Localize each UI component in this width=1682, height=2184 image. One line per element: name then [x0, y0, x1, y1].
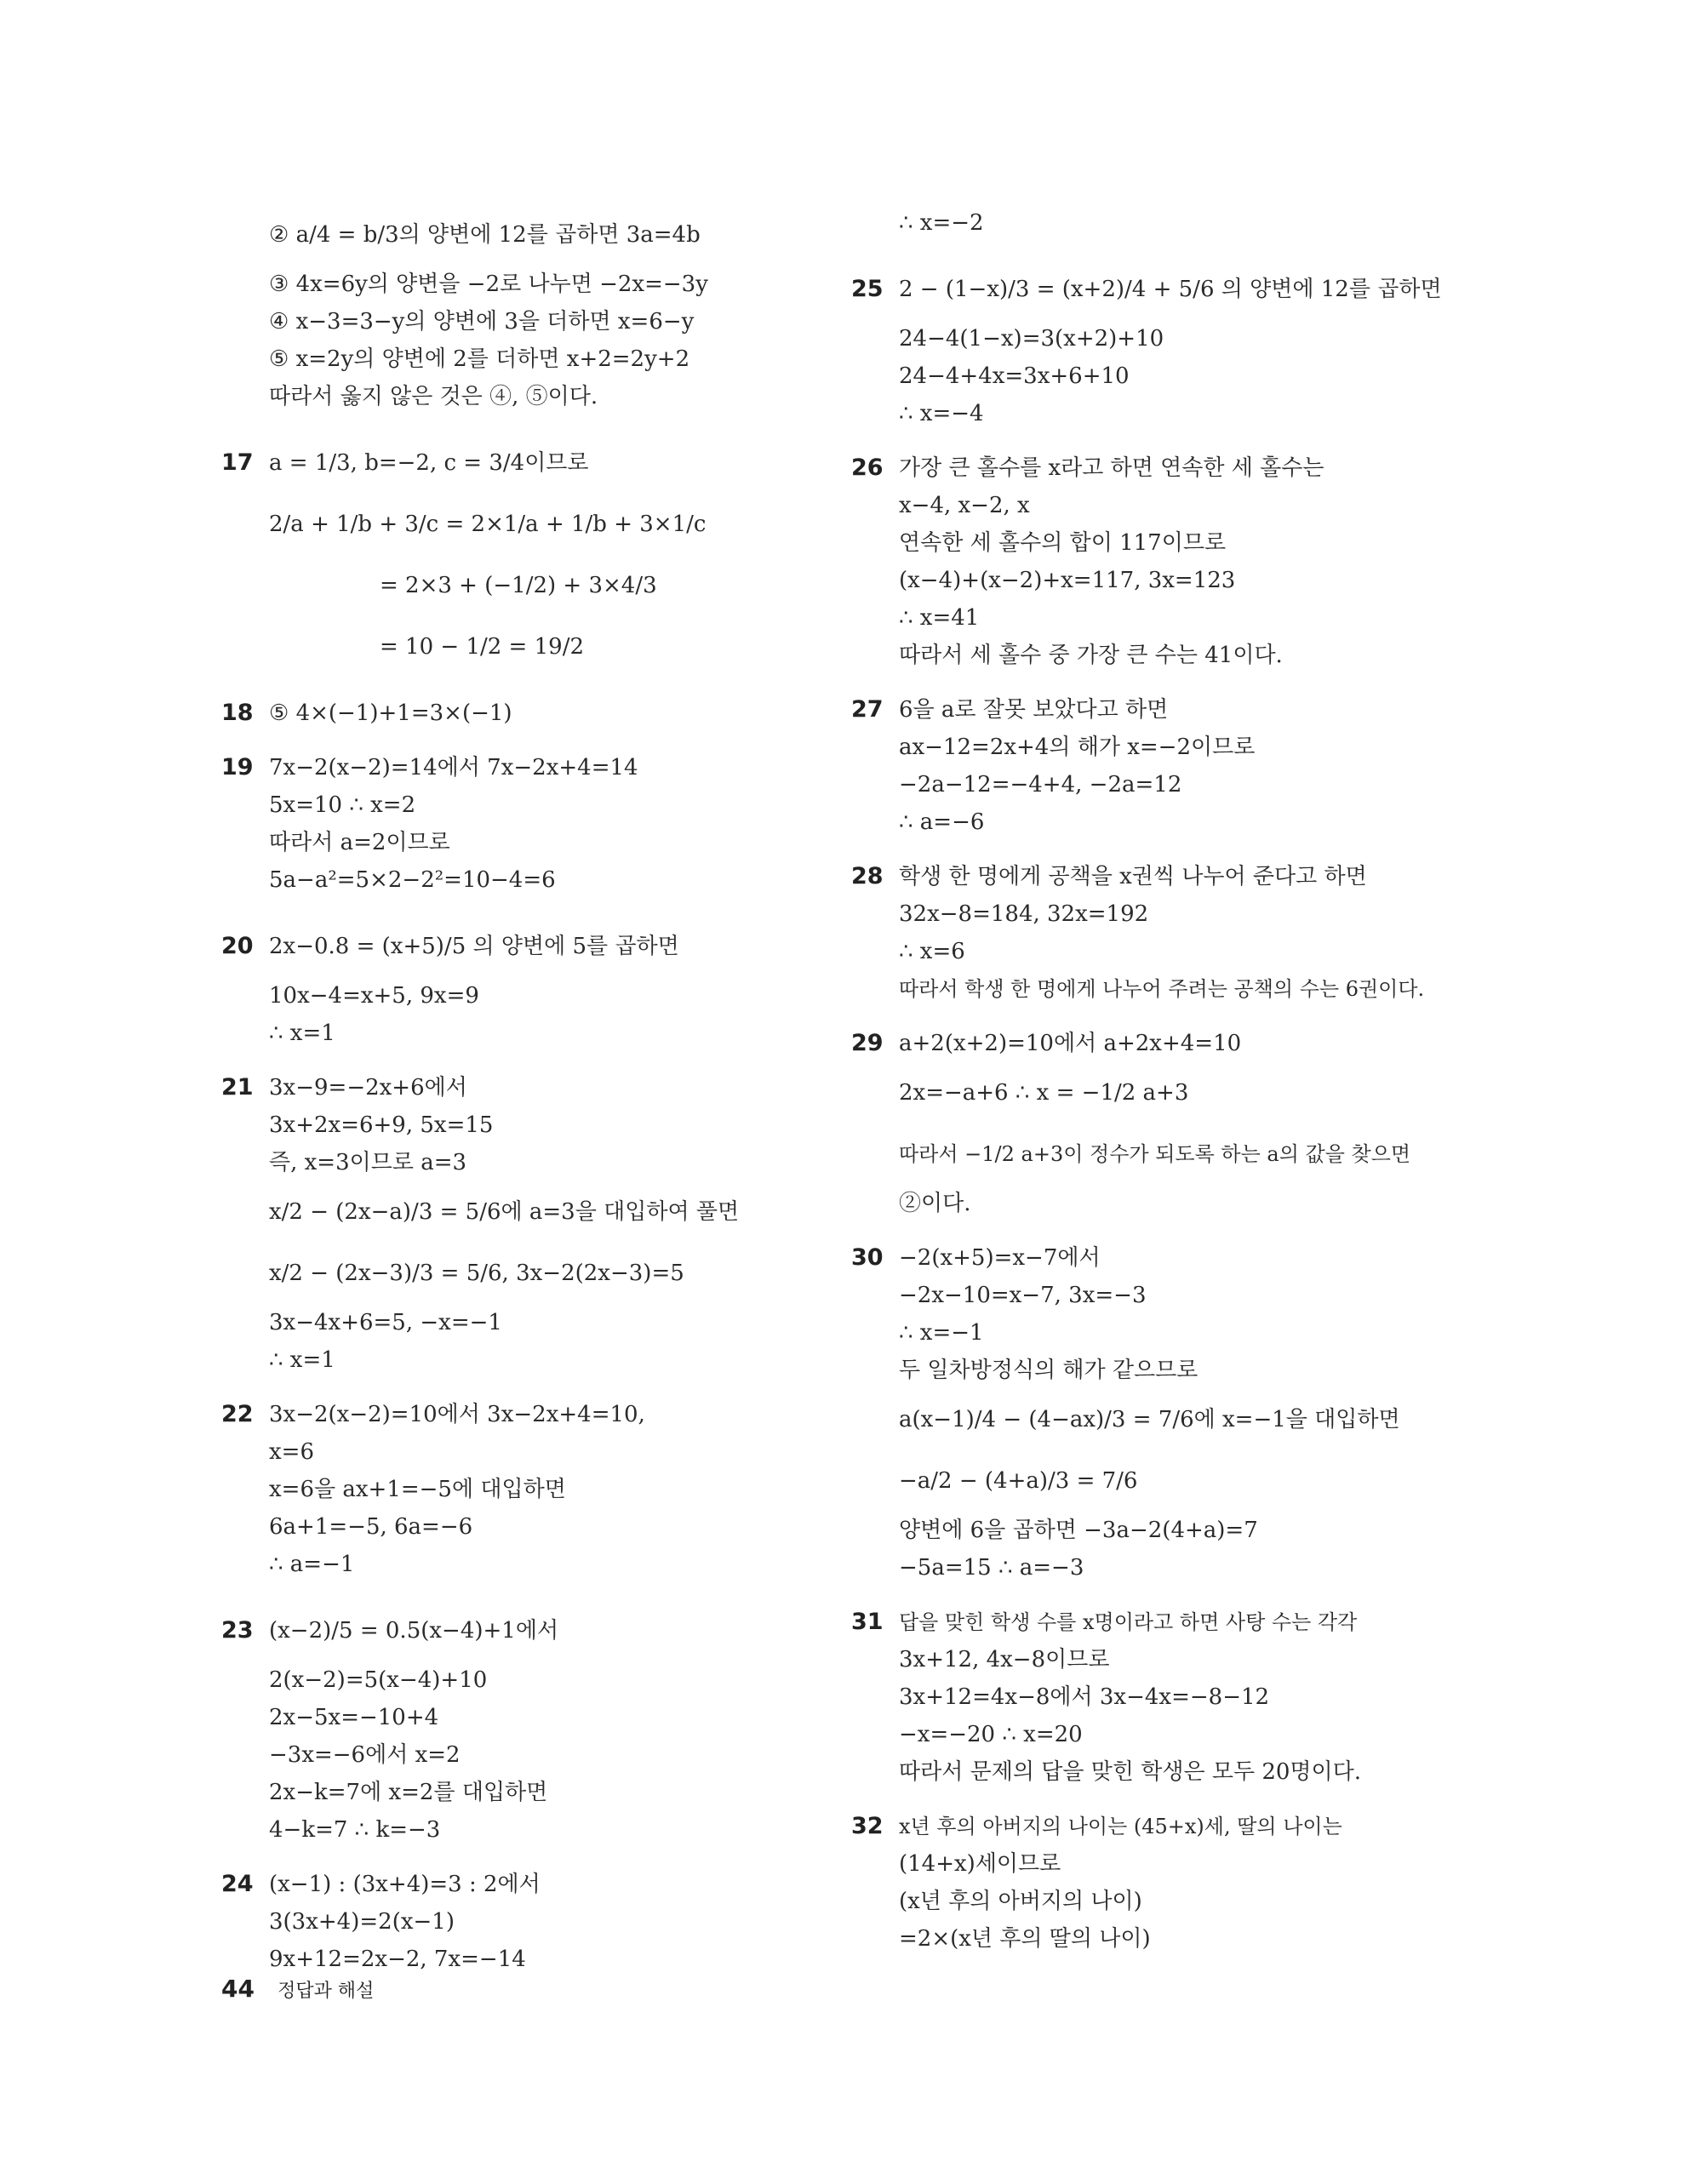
solution-item-23 [221, 1600, 860, 1849]
solution-line: −3x=−6에서 x=2 [269, 1742, 461, 1768]
solution-line: = 10 − 1/2 = 19/2 [380, 634, 584, 660]
solution-line: 4−k=7 ∴ k=−3 [269, 1817, 441, 1843]
solution-line: ∴ x=6 [899, 939, 965, 964]
solution-line: x−4, x−2, x [899, 493, 1030, 518]
solution-line: 따라서 옳지 않은 것은 ④, ⑤이다. [269, 384, 598, 409]
solution-line: 따라서 −1/2 a+3이 정수가 되도록 하는 a의 값을 찾으면 [899, 1142, 1411, 1166]
solution-line: x/2 − (2x−a)/3 = 5/6에 a=3을 대입하여 풀면 [269, 1199, 740, 1225]
solution-item-30 [851, 1239, 1490, 1587]
solution-line: 24−4(1−x)=3(x+2)+10 [899, 326, 1164, 352]
page-footer [221, 1975, 374, 2003]
solution-item-20 [221, 916, 860, 1052]
problem-number: 24 [221, 1871, 254, 1897]
problem-number: 18 [221, 700, 254, 726]
solution-line: x=6을 ax+1=−5에 대입하면 [269, 1477, 566, 1502]
solution-line: 24−4+4x=3x+6+10 [899, 363, 1130, 389]
solution-item-24 [221, 1866, 860, 1978]
solution-line: =2×(x년 후의 딸의 나이) [899, 1926, 1151, 1952]
solution-line: 따라서 문제의 답을 맞힌 학생은 모두 20명이다. [899, 1759, 1362, 1785]
problem-number: 20 [221, 933, 254, 959]
solution-line: 32x−8=184, 32x=192 [899, 901, 1149, 927]
solution-line: x년 후의 아버지의 나이는 (45+x)세, 딸의 나이는 [899, 1815, 1342, 1838]
solution-line: ∴ x=−1 [899, 1320, 984, 1346]
solution-line: a = 1/3, b=−2, c = 3/4이므로 [269, 450, 589, 476]
solution-line: ⑤ 4×(−1)+1=3×(−1) [269, 700, 512, 726]
solution-line: 양변에 6을 곱하면 −3a−2(4+a)=7 [899, 1518, 1258, 1543]
solution-line: −2(x+5)=x−7에서 [899, 1245, 1101, 1271]
solution-line: 학생 한 명에게 공책을 x권씩 나누어 준다고 하면 [899, 864, 1367, 889]
solution-line: 3x+12, 4x−8이므로 [899, 1647, 1110, 1672]
solution-item-19 [221, 749, 860, 899]
solution-line: 2x=−a+6 ∴ x = −1/2 a+3 [899, 1080, 1189, 1106]
solution-line: 따라서 세 홀수 중 가장 큰 수는 41이다. [899, 643, 1283, 668]
solution-line: −2a−12=−4+4, −2a=12 [899, 772, 1182, 798]
solution-line: 두 일차방정식의 해가 같으므로 [899, 1358, 1199, 1383]
solution-line: ax−12=2x+4의 해가 x=−2이므로 [899, 735, 1256, 760]
solution-line: ∴ x=41 [899, 605, 980, 631]
solution-line: 답을 맞힌 학생 수를 x명이라고 하면 사탕 수는 각각 [899, 1610, 1358, 1634]
solution-line: 5x=10 ∴ x=2 [269, 792, 416, 818]
problem-number: 26 [851, 455, 884, 481]
problem-number: 27 [851, 696, 884, 723]
solution-line: 연속한 세 홀수의 합이 117이므로 [899, 530, 1227, 556]
solution-line: 2/a + 1/b + 3/c = 2×1/a + 1/b + 3×1/c [269, 512, 707, 537]
solution-line: 10x−4=x+5, 9x=9 [269, 983, 479, 1009]
problem-number: 21 [221, 1074, 254, 1101]
solution-line: ∴ a=−1 [269, 1552, 355, 1577]
right-column [851, 204, 1490, 1975]
solution-line: 7x−2(x−2)=14에서 7x−2x+4=14 [269, 755, 638, 780]
solution-line: a+2(x+2)=10에서 a+2x+4=10 [899, 1031, 1242, 1056]
solution-item-17 [221, 432, 860, 677]
solution-line: 3x+12=4x−8에서 3x−4x=−8−12 [899, 1684, 1270, 1710]
solution-line: ④ x−3=3−y의 양변에 3을 더하면 x=6−y [269, 309, 695, 334]
solution-line: −5a=15 ∴ a=−3 [899, 1555, 1084, 1581]
solution-line: ∴ x=−2 [899, 210, 984, 236]
solution-item-22 [221, 1396, 860, 1583]
solution-item-21 [221, 1069, 860, 1379]
solution-item-16-cont [221, 204, 860, 415]
problem-number: 17 [221, 449, 254, 476]
solution-line: ③ 4x=6y의 양변을 −2로 나누면 −2x=−3y [269, 272, 708, 297]
solution-line: (x−4)+(x−2)+x=117, 3x=123 [899, 568, 1236, 593]
solution-item-31 [851, 1604, 1490, 1791]
solution-line: 2x−k=7에 x=2를 대입하면 [269, 1780, 548, 1805]
problem-number: 29 [851, 1030, 884, 1056]
solution-line: 9x+12=2x−2, 7x=−14 [269, 1947, 526, 1972]
problem-number: 22 [221, 1401, 254, 1427]
page-number: 44 [221, 1975, 255, 2003]
solution-line: −a/2 − (4+a)/3 = 7/6 [899, 1468, 1138, 1494]
solution-item-28 [851, 858, 1490, 1008]
solution-line: −2x−10=x−7, 3x=−3 [899, 1283, 1147, 1308]
solution-line: 3x+2x=6+9, 5x=15 [269, 1112, 494, 1138]
solution-line: 따라서 a=2이므로 [269, 830, 450, 855]
solution-line: 5a−a²=5×2−2²=10−4=6 [269, 867, 556, 893]
solution-item-32 [851, 1808, 1490, 1958]
solution-line: 따라서 학생 한 명에게 나누어 주려는 공책의 수는 6권이다. [899, 977, 1425, 1001]
solution-line: (x년 후의 아버지의 나이) [899, 1889, 1142, 1914]
solution-line: 2x−5x=−10+4 [269, 1705, 439, 1730]
solution-line: (14+x)세이므로 [899, 1851, 1061, 1877]
solution-line: 2(x−2)=5(x−4)+10 [269, 1667, 488, 1693]
solution-line: = 2×3 + (−1/2) + 3×4/3 [380, 573, 657, 598]
solution-line: ②이다. [899, 1191, 971, 1216]
problem-number: 19 [221, 754, 254, 780]
problem-number: 25 [851, 276, 884, 302]
problem-number: 30 [851, 1244, 884, 1271]
problem-number: 32 [851, 1813, 884, 1839]
solution-line: 3x−2(x−2)=10에서 3x−2x+4=10, [269, 1402, 645, 1427]
solution-line: (x−2)/5 = 0.5(x−4)+1에서 [269, 1618, 559, 1644]
solution-line: ② a/4 = b/3의 양변에 12를 곱하면 3a=4b [269, 222, 701, 248]
solution-line: 3x−4x+6=5, −x=−1 [269, 1310, 502, 1335]
solution-line: (x−1) : (3x+4)=3 : 2에서 [269, 1872, 541, 1897]
solution-line: ∴ a=−6 [899, 809, 985, 835]
solution-line: 가장 큰 홀수를 x라고 하면 연속한 세 홀수는 [899, 455, 1324, 481]
solution-line: 2 − (1−x)/3 = (x+2)/4 + 5/6 의 양변에 12를 곱하면 [899, 277, 1442, 302]
solution-line: a(x−1)/4 − (4−ax)/3 = 7/6에 x=−1을 대입하면 [899, 1407, 1400, 1432]
solution-item-24-cont [851, 204, 1490, 242]
solution-line: ∴ x=1 [269, 1021, 335, 1046]
solution-line: 2x−0.8 = (x+5)/5 의 양변에 5를 곱하면 [269, 934, 679, 959]
solution-line: 6을 a로 잘못 보았다고 하면 [899, 697, 1169, 723]
solution-line: ⑤ x=2y의 양변에 2를 더하면 x+2=2y+2 [269, 346, 690, 372]
left-column [221, 204, 860, 1995]
solution-line: 6a+1=−5, 6a=−6 [269, 1514, 473, 1540]
solution-item-18 [221, 695, 860, 732]
solution-item-26 [851, 449, 1490, 674]
solution-line: ∴ x=−4 [899, 401, 984, 426]
problem-number: 23 [221, 1617, 254, 1644]
solution-line: 3x−9=−2x+6에서 [269, 1075, 467, 1101]
solution-item-29 [851, 1025, 1490, 1222]
section-title: 정답과 해설 [277, 1981, 375, 2002]
solution-line: x=6 [269, 1439, 314, 1465]
solution-line: 3(3x+4)=2(x−1) [269, 1909, 455, 1935]
solution-line: 즉, x=3이므로 a=3 [269, 1150, 467, 1175]
solution-line: ∴ x=1 [269, 1347, 335, 1373]
problem-number: 31 [851, 1609, 884, 1635]
solution-line: −x=−20 ∴ x=20 [899, 1722, 1083, 1747]
problem-number: 28 [851, 863, 884, 889]
solution-item-27 [851, 691, 1490, 841]
solution-line: x/2 − (2x−3)/3 = 5/6, 3x−2(2x−3)=5 [269, 1261, 684, 1286]
solution-item-25 [851, 259, 1490, 432]
